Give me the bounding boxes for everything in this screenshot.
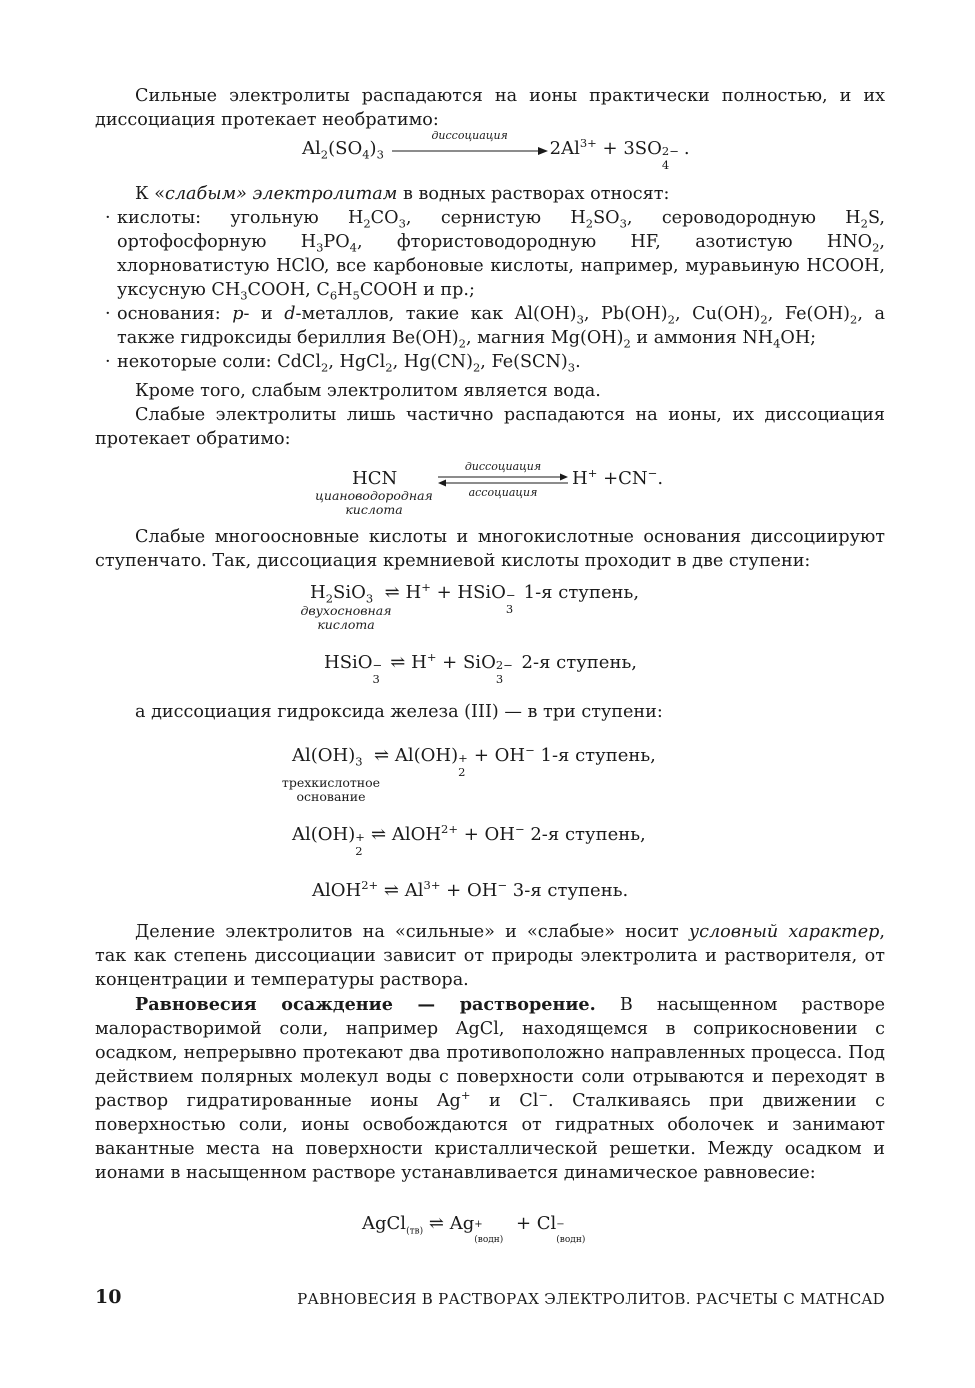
- eq-term: + OH: [440, 880, 498, 901]
- text: H: [337, 280, 353, 300]
- eq-label: трехкислотное основание: [281, 775, 381, 804]
- sub: 3: [567, 360, 576, 375]
- text: , хлорноватистую HClO, все карбоновые кислоты, например, муравьиную HCOOH, уксусную CH: [117, 232, 885, 300]
- paragraph-strong-electrolytes: [95, 84, 885, 132]
- eq-term: Al: [404, 880, 424, 901]
- equilibrium-arrow-icon: ⇌: [384, 582, 400, 603]
- bold-heading: Равновесия осаждение — растворение.: [135, 994, 596, 1015]
- text: OH;: [780, 328, 817, 348]
- text: кислоты: угольную H: [117, 208, 364, 228]
- eq-term: Al: [302, 138, 321, 159]
- sub: 4: [773, 336, 781, 351]
- equilibrium-arrow-icon: ⇌: [371, 824, 387, 845]
- text: , Pb(OH): [583, 304, 668, 324]
- eq-sup: +: [587, 466, 598, 480]
- arrow-label-bottom: ассоциация: [468, 486, 538, 499]
- sub: 3: [619, 216, 627, 231]
- text: COOH и пр.;: [359, 280, 475, 300]
- text: и аммония NH: [630, 328, 774, 348]
- eq-sup: 2−: [495, 658, 513, 672]
- eq-sup: +: [458, 751, 468, 765]
- equation-agcl: [362, 1213, 592, 1245]
- eq-step-label: 1-я ступень,: [517, 582, 640, 603]
- sub: 2: [472, 360, 481, 375]
- eq-sub: 3: [365, 591, 374, 606]
- bullet-icon: ·: [105, 208, 111, 228]
- sub: 2: [385, 360, 393, 375]
- eq-sup: −: [372, 658, 383, 672]
- text: в водных растворах относят:: [397, 184, 670, 204]
- eq-label: циановодородная кислота: [315, 488, 433, 517]
- text: Слабые многоосновные кислоты и многокислотные основания диссоциируют ступенчато. Так, диссоциация кремниевой кислоты проходит в две ступени:: [95, 527, 885, 571]
- paragraph-weak-partial: [95, 403, 885, 451]
- eq-sub: 4: [362, 147, 370, 162]
- equation-aloh3-step1: [292, 743, 656, 779]
- text: К «: [135, 184, 165, 204]
- bullet-icon: ·: [105, 352, 111, 372]
- emphasis-text: p: [232, 304, 244, 324]
- text: , а также гидроксиды бериллия Be(OH): [117, 304, 886, 348]
- sub: 2: [623, 336, 631, 351]
- eq-term: H: [310, 582, 326, 603]
- eq-term: SiO: [333, 582, 366, 603]
- sub: 2: [860, 216, 868, 231]
- equilibrium-arrow-icon: ⇌: [383, 880, 399, 901]
- text: SO: [593, 208, 620, 228]
- text: Кроме того, слабым электролитом является вода.: [135, 381, 601, 401]
- eq-sup: −: [647, 466, 658, 480]
- eq-sub: 2: [458, 765, 466, 779]
- eq-term: H: [572, 468, 588, 489]
- arrow-label: диссоциация: [431, 129, 508, 142]
- paragraph-precipitation: [95, 993, 885, 1185]
- eq-sub: 2: [355, 844, 363, 858]
- eq-sup: −: [497, 878, 508, 892]
- eq-term: Al(OH): [394, 745, 459, 766]
- weak-electrolyte-list: [95, 206, 885, 374]
- text: . Сталкиваясь при движении с поверхностью соли, ионы освобождаются от гидратных оболочек и занимают вакантные места на поверхности кристаллической решетки. Между осадком и ионами в насыщенном растворе устанавливается динамическое равновесие:: [95, 1091, 885, 1183]
- sub: 3: [576, 312, 584, 327]
- equilibrium-arrow-icon: ⇌: [390, 652, 406, 673]
- eq-sub: 2: [325, 591, 334, 606]
- eq-sub: (водн): [556, 1235, 586, 1245]
- arrow-label-top: диссоциация: [464, 460, 542, 473]
- text: -металлов, такие как Al(OH): [295, 304, 577, 324]
- text: и Cl: [470, 1091, 539, 1111]
- equation-aloh-step3: [312, 880, 628, 901]
- equilibrium-arrow-icon: ⇌: [374, 745, 390, 766]
- text: S, ортофосфорную H: [117, 208, 885, 252]
- equation-al2so43: [302, 129, 690, 172]
- eq-sub: 3: [376, 147, 384, 162]
- paragraph-conditional: [95, 920, 885, 992]
- eq-term: +: [596, 138, 624, 159]
- eq-term: (SO: [328, 138, 363, 159]
- text: , Fe(SCN): [480, 352, 568, 372]
- page-number: 10: [95, 1286, 122, 1308]
- eq-sup: 3+: [579, 136, 597, 150]
- text: - и: [243, 304, 285, 324]
- eq-term: Cl: [536, 1213, 557, 1234]
- text: , HgCl: [328, 352, 386, 372]
- eq-sub: (водн): [474, 1235, 504, 1245]
- list-item-acids: [95, 206, 885, 302]
- equilibrium-arrow-icon: ⇌: [428, 1213, 444, 1234]
- paragraph-water: [135, 379, 601, 403]
- equation-hcn: [352, 468, 397, 489]
- list-item-salts: [95, 350, 885, 374]
- eq-term: Al(OH): [292, 745, 356, 766]
- text: , магния Mg(OH): [465, 328, 624, 348]
- eq-sup: −: [505, 588, 516, 602]
- eq-term: Ag: [449, 1213, 475, 1234]
- text: , Cu(OH): [674, 304, 761, 324]
- sub: 3: [316, 240, 324, 255]
- eq-sub: 3: [505, 602, 514, 616]
- eq-term: ): [369, 138, 377, 159]
- eq-sup: +: [355, 830, 365, 844]
- eq-sup: 2−: [661, 144, 679, 158]
- eq-term: + SiO: [436, 652, 496, 673]
- sub: 2: [667, 312, 675, 327]
- eq-step-label: 2-я ступень,: [515, 652, 637, 673]
- eq-term: +CN: [597, 468, 648, 489]
- text: PO: [323, 232, 350, 252]
- eq-term: AgCl: [362, 1213, 407, 1234]
- text: , так как степень диссоциации зависит от природы электролита и растворителя, от концентрации и температуры раствора.: [95, 922, 886, 990]
- eq-sup: +: [474, 1219, 483, 1230]
- running-title: РАВНОВЕСИЯ В РАСТВОРАХ ЭЛЕКТРОЛИТОВ. РАСЧЕТЫ С MATHCAD: [297, 1290, 885, 1308]
- eq-sup: +: [426, 650, 437, 664]
- sub: 3: [398, 216, 406, 231]
- sub: 6: [329, 288, 338, 303]
- eq-term: 3SO: [623, 138, 662, 159]
- sub: 4: [349, 240, 357, 255]
- eq-sub: 4: [661, 158, 670, 172]
- text: , фтористоводородную HF, азотистую HNO: [357, 232, 873, 252]
- eq-term: 2Al: [549, 138, 580, 159]
- eq-term: H: [405, 582, 422, 603]
- text: основания:: [117, 304, 233, 324]
- eq-term: + OH: [458, 824, 515, 845]
- text: Слабые электролиты лишь частично распадаются на ионы, их диссоциация протекает обратимо:: [95, 405, 885, 449]
- sub: 2: [872, 240, 880, 255]
- sub: 2: [321, 360, 329, 375]
- sub: 3: [240, 288, 248, 303]
- eq-step-label: 3-я ступень.: [507, 880, 629, 901]
- eq-term: + HSiO: [430, 582, 506, 603]
- eq-sub: (тв): [406, 1226, 424, 1237]
- eq-term: +: [510, 1213, 537, 1234]
- equation-hsio3-step2: [324, 650, 637, 686]
- text: , сероводородную H: [626, 208, 861, 228]
- eq-label: двухосновная кислота: [300, 603, 392, 632]
- eq-sub: 3: [355, 754, 363, 769]
- eq-sup: −: [525, 743, 535, 757]
- text: CO: [370, 208, 399, 228]
- paragraph-text: Сильные электролиты распадаются на ионы практически полностью, и их диссоциация протекает необратимо:: [95, 86, 885, 130]
- eq-term: AlOH: [391, 824, 442, 845]
- eq-sup: 2+: [361, 878, 379, 892]
- eq-step-label: 1-я ступень,: [534, 745, 656, 766]
- paragraph-weak-intro: [135, 182, 669, 206]
- sub: 2: [760, 312, 768, 327]
- sub: 2: [585, 216, 594, 231]
- emphasis-text: условный характер: [688, 922, 880, 942]
- sub: 2: [850, 312, 858, 327]
- eq-term: + OH: [468, 745, 526, 766]
- text: , сернистую H: [405, 208, 586, 228]
- eq-term: .: [683, 138, 690, 159]
- eq-sup: −: [514, 822, 525, 836]
- text: В насыщенном растворе малорастворимой соли, например AgCl, находящемся в соприкосновении с осадком, непрерывно протекают два противоположно направленных процесса. Под действием полярных молекул воды с поверхности соли отрываются и переходят в раствор гидратированные ионы Ag: [95, 995, 885, 1111]
- eq-sup: 2+: [441, 822, 458, 836]
- eq-term: Al(OH): [292, 824, 356, 845]
- text: , Hg(CN): [392, 352, 473, 372]
- eq-sub: 2: [320, 147, 329, 162]
- eq-sup: +: [421, 580, 431, 594]
- text: некоторые соли: CdCl: [117, 352, 322, 372]
- paragraph-iron-hydroxide: [135, 700, 663, 724]
- eq-sup: 3+: [423, 878, 441, 892]
- text: , Fe(OH): [767, 304, 851, 324]
- eq-sub: 3: [372, 672, 380, 686]
- right-arrow-icon: [390, 129, 550, 159]
- sub: 2: [458, 336, 466, 351]
- eq-term: .: [657, 468, 664, 489]
- equation-hcn-products: [572, 468, 663, 489]
- emphasis-text: слабым» электролитам: [164, 184, 398, 204]
- eq-term: AlOH: [312, 880, 362, 901]
- bullet-icon: ·: [105, 304, 111, 324]
- sub: 2: [363, 216, 371, 231]
- equilibrium-arrow-icon: [436, 460, 570, 500]
- equation-h2sio3-step1: [310, 580, 640, 616]
- sup: −: [538, 1088, 548, 1103]
- eq-sup: −: [556, 1219, 565, 1230]
- text: а диссоциация гидроксида железа (III) — в три ступени:: [135, 702, 663, 722]
- list-item-bases: [95, 302, 885, 350]
- eq-term: HSiO: [324, 652, 373, 673]
- text: Деление электролитов на «сильные» и «слабые» носит: [135, 922, 689, 942]
- sup: +: [460, 1088, 471, 1103]
- equation-aloh2-step2: [292, 822, 646, 858]
- text: COOH, C: [247, 280, 330, 300]
- paragraph-stepwise: [95, 525, 885, 573]
- eq-term: H: [411, 652, 427, 673]
- eq-sub: 3: [495, 672, 504, 686]
- eq-step-label: 2-я ступень,: [524, 824, 646, 845]
- text: .: [575, 352, 581, 372]
- eq-term: HCN: [352, 468, 398, 489]
- emphasis-text: d: [284, 304, 296, 324]
- sub: 5: [352, 288, 360, 303]
